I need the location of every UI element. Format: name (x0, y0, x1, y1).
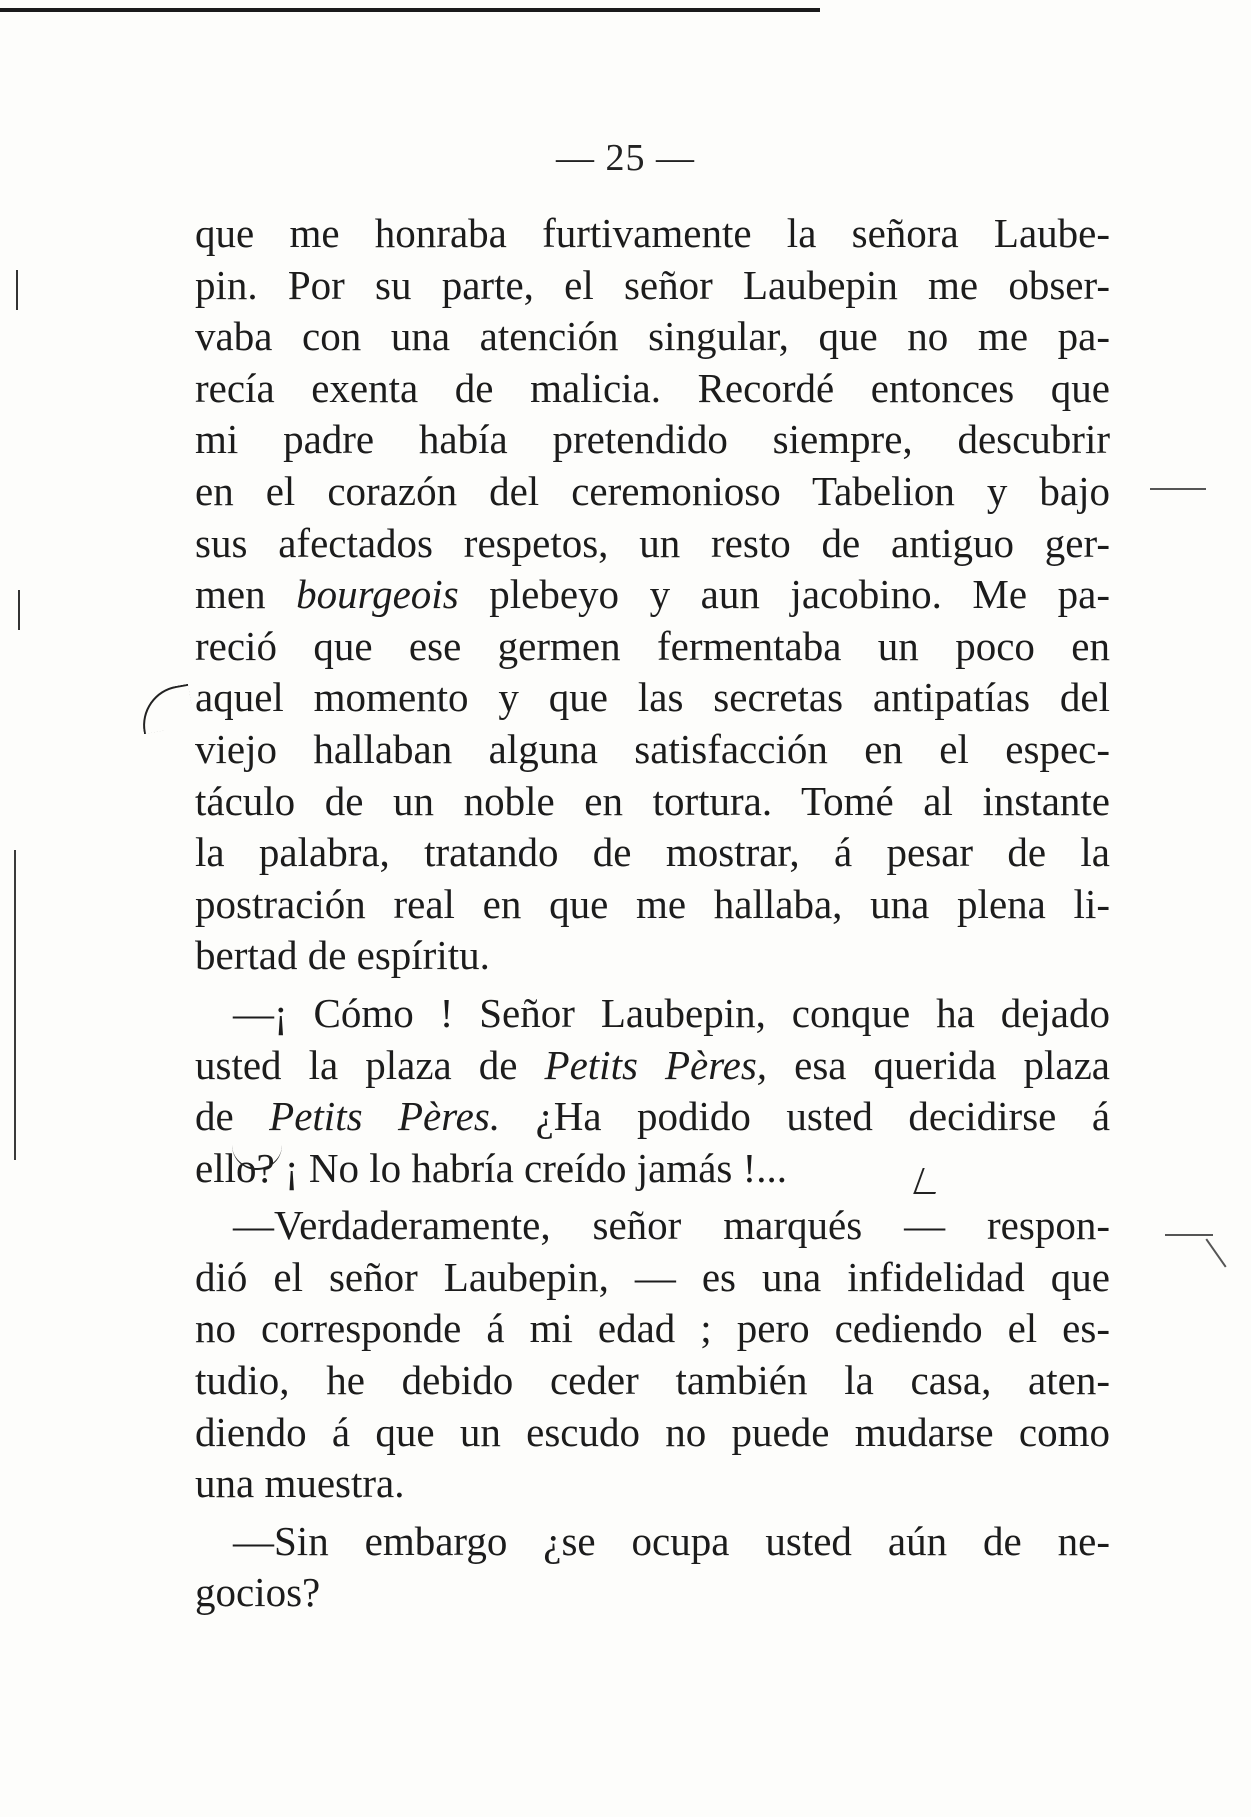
text-line: pin. Por su parte, el señor Laubepin me obser- (195, 261, 1110, 308)
margin-pencil-mark (14, 850, 16, 1160)
page-number: — 25 — (556, 137, 695, 179)
text-fragment: usted la plaza de (195, 1041, 518, 1088)
text-line (195, 569, 1110, 621)
text-line: —Sin embargo ¿se ocupa usted aún de ne- (233, 1517, 1110, 1564)
text-line: dió el señor Laubepin, — es una infidelidad que (195, 1253, 1110, 1300)
text-line: —Verdaderamente, señor marqués — respon- (233, 1202, 1110, 1249)
text-line (195, 1040, 1110, 1092)
text-line: gocios? (195, 1569, 321, 1616)
text-line: una muestra. (195, 1460, 405, 1507)
text-fragment: plebeyo y aun jacobino. Me pa- (489, 571, 1111, 618)
paragraph-4 (195, 1516, 1110, 1619)
margin-pencil-mark (18, 590, 20, 630)
text-line: sus afectados respetos, un resto de antiguo ger- (195, 519, 1110, 566)
text-line: —¡ Cómo ! Señor Laubepin, conque ha dejado (233, 989, 1110, 1036)
text-line: diendo á que un escudo no puede mudarse como (195, 1408, 1110, 1455)
text-fragment: esa querida plaza (794, 1041, 1111, 1088)
text-fragment: ¿Ha podido usted decidirse á (535, 1093, 1111, 1140)
text-line: viejo hallaban alguna satisfacción en el espec- (195, 725, 1110, 772)
paragraph-1 (195, 208, 1110, 982)
paragraph-2 (195, 988, 1110, 1194)
margin-pencil-mark (16, 270, 18, 310)
text-line: aquel momento y que las secretas antipatías del (195, 674, 1110, 721)
top-border-rule (0, 8, 820, 12)
text-line: tudio, he debido ceder también la casa, aten- (195, 1357, 1110, 1404)
text-line: ello? ¡ No lo habría creído jamás !... (195, 1144, 787, 1191)
text-line (195, 1091, 1110, 1143)
paragraph-3 (195, 1200, 1110, 1510)
italic-term: bourgeois (296, 571, 459, 618)
body-text (195, 208, 1110, 1621)
handwritten-curve-mark (137, 684, 196, 734)
text-fragment: men (195, 571, 266, 618)
text-line: mi padre había pretendido siempre, descubrir (195, 416, 1110, 463)
margin-pencil-mark (1205, 1239, 1226, 1268)
text-line: postración real en que me hallaba, una plena li- (195, 880, 1110, 927)
text-line: reció que ese germen fermentaba un poco en (195, 622, 1110, 669)
text-line: que me honraba furtivamente la señora Laube- (195, 210, 1110, 256)
italic-term: Petits Pères. (269, 1093, 501, 1140)
text-line: no corresponde á mi edad ; pero cediendo el es- (195, 1305, 1110, 1352)
text-line: táculo de un noble en tortura. Tomé al instante (195, 777, 1110, 824)
margin-pencil-mark (1150, 488, 1206, 490)
text-line: vaba con una atención singular, que no me pa- (195, 313, 1110, 360)
text-line: bertad de espíritu. (195, 932, 490, 979)
margin-pencil-mark (1165, 1234, 1213, 1236)
text-line: en el corazón del ceremonioso Tabelion y bajo (195, 467, 1110, 514)
italic-term: Petits Pères, (544, 1041, 768, 1088)
text-line: la palabra, tratando de mostrar, á pesar de la (195, 829, 1110, 876)
text-line: recía exenta de malicia. Recordé entonces que (195, 364, 1110, 411)
text-fragment: de (195, 1093, 234, 1140)
